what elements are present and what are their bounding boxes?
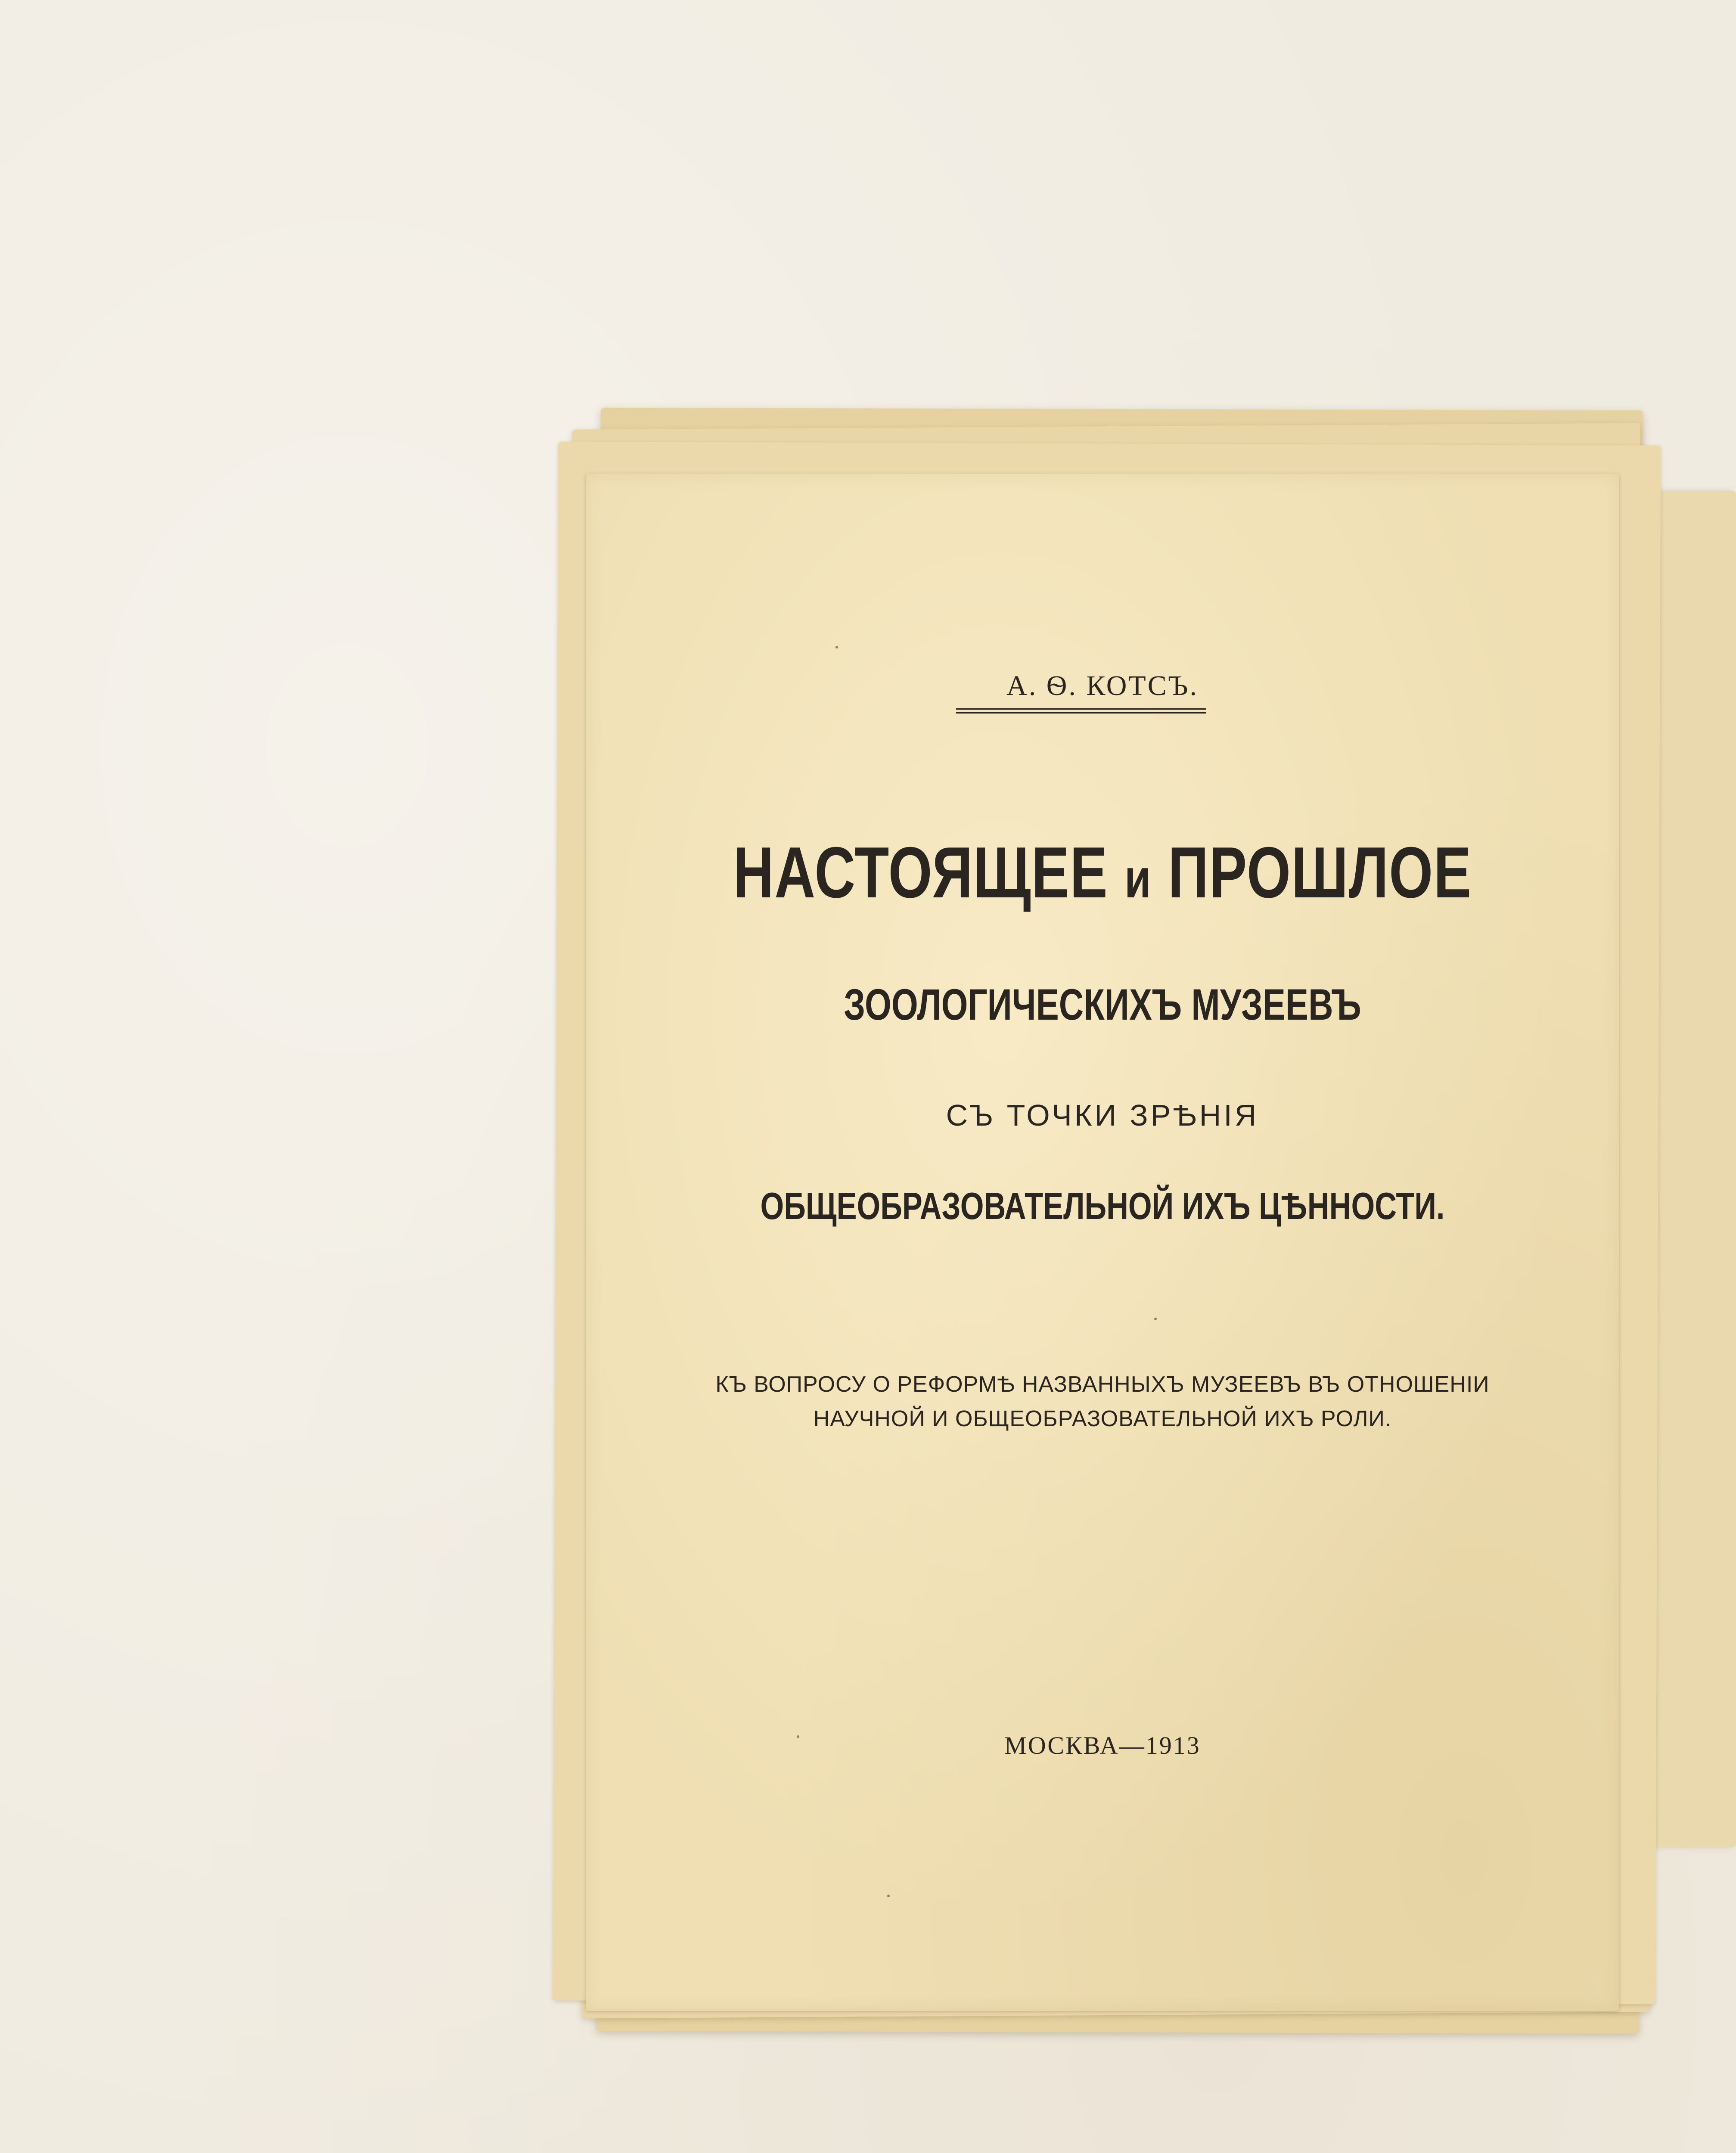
- back-sheet-strip: [1649, 491, 1736, 1847]
- paper-speck: [797, 1735, 799, 1738]
- paper-speck: [1154, 1318, 1157, 1320]
- title-page: [586, 474, 1619, 2011]
- imprint-place-year: МОСКВА—1913: [1004, 1731, 1201, 1759]
- title-subject: ЗООЛОГИЧЕСКИХЪ МУЗЕЕВЪ: [844, 980, 1361, 1029]
- title-word-past: ПРОШЛОЕ: [1168, 832, 1472, 913]
- author-name: А. Ѳ. КОТСЪ.: [1006, 670, 1199, 701]
- title-word-present: НАСТОЯЩЕЕ: [733, 832, 1109, 913]
- title-main-line: [699, 831, 1506, 914]
- subtitle-line: НАУЧНОЙ И ОБЩЕОБРАЗОВАТЕЛЬНОЙ ИХЪ РОЛИ.: [813, 1406, 1392, 1431]
- subtitle-line: КЪ ВОПРОСУ О РЕФОРМѢ НАЗВАННЫХЪ МУЗЕЕВЪ ВЪ ОТНОШЕНІИ: [715, 1372, 1490, 1397]
- title-word-and: и: [1124, 848, 1152, 909]
- paper-speck: [835, 646, 838, 648]
- author-double-rule: [956, 708, 1206, 714]
- paper-speck: [887, 1895, 890, 1897]
- title-value-line: ОБЩЕОБРАЗОВАТЕЛЬНОЙ ИХЪ ЦѢННОСТИ.: [760, 1185, 1445, 1227]
- subtitle-block: [586, 1367, 1619, 1436]
- title-viewpoint: СЪ ТОЧКИ ЗРѢНІЯ: [946, 1098, 1259, 1132]
